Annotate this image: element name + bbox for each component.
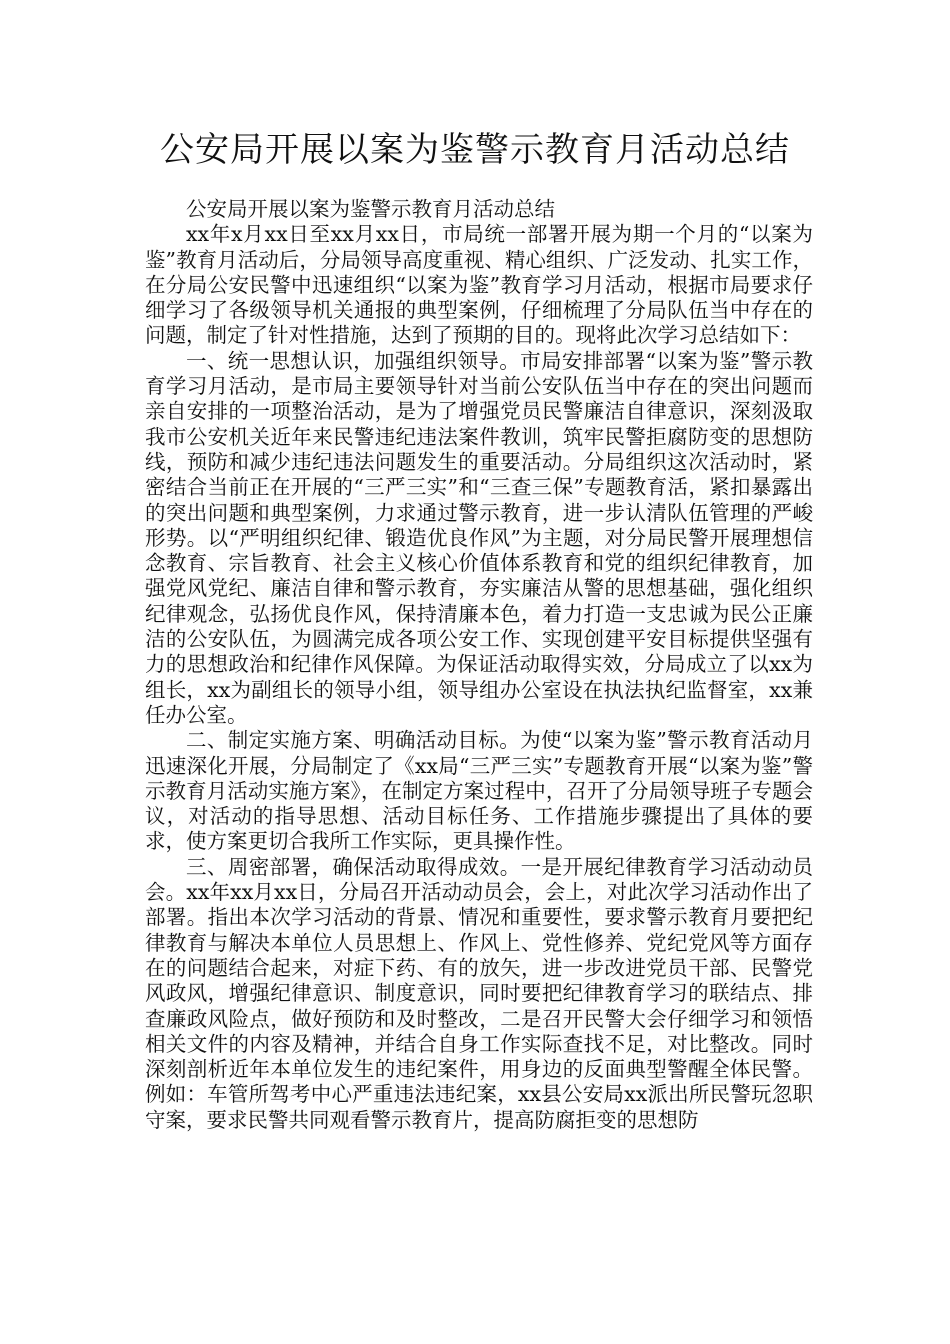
- body-paragraph-section-3: 三、周密部署，确保活动取得成效。一是开展纪律教育学习活动动员会。xx年xx月xx日，分局召开活动动员会，会上，对此次学习活动作出了部署。指出本次学习活动的背景、情况和重要性，要求警示教育月要把纪律教育与解决本单位人员思想上、作风上、党性修养、党纪党风等方面存在的问题结合起来，对症下药、有的放矢，进一步改进党员干部、民警党风政风，增强纪律意识、制度意识，同时要把纪律教育学习的联结点、排查廉政风险点，做好预防和及时整改，二是召开民警大会仔细学习和领悟相关文件的内容及精神，并结合自身工作实际查找不足，对比整改。同时深刻剖析近年本单位发生的违纪案件，用身边的反面典型警醒全体民警。例如：车管所驾考中心严重违法违纪案，xx县公安局xx派出所民警玩忽职守案，要求民警共同观看警示教育片，提高防腐拒变的思想防: [145, 854, 813, 1132]
- body-paragraph-section-1: 一、统一思想认识，加强组织领导。市局安排部署“以案为鉴”警示教育学习月活动，是市局主要领导针对当前公安队伍当中存在的突出问题而亲自安排的一项整治活动，是为了增强党员民警廉洁自律意识，深刻汲取我市公安机关近年来民警违纪违法案件教训，筑牢民警拒腐防变的思想防线，预防和减少违纪违法问题发生的重要活动。分局组织这次活动时，紧密结合当前正在开展的“三严三实”和“三查三保”专题教育活，紧扣暴露出的突出问题和典型案例，力求通过警示教育，进一步认清队伍管理的严峻形势。以“严明组织纪律、锻造优良作风”为主题，对分局民警开展理想信念教育、宗旨教育、社会主义核心价值体系教育和党的组织纪律教育，加强党风党纪、廉洁自律和警示教育，夯实廉洁从警的思想基础，强化组织纪律观念，弘扬优良作风，保持清廉本色，着力打造一支忠诚为民公正廉洁的公安队伍，为圆满完成各项公安工作、实现创建平安目标提供坚强有力的思想政治和纪律作风保障。为保证活动取得实效，分局成立了以xx为组长，xx为副组长的领导小组，领导组办公室设在执法执纪监督室，xx兼任办公室。: [145, 348, 813, 727]
- body-paragraph-section-2: 二、制定实施方案、明确活动目标。为使“以案为鉴”警示教育活动月迅速深化开展，分局制定了《xx局“三严三实”专题教育开展“以案为鉴”警示教育月活动实施方案》，在制定方案过程中，召开了分局领导班子专题会议，对活动的指导思想、活动目标任务、工作措施步骤提出了具体的要求，使方案更切合我所工作实际，更具操作性。: [145, 728, 813, 854]
- document-body: [145, 197, 813, 1133]
- body-paragraph-intro: xx年x月xx日至xx月xx日，市局统一部署开展为期一个月的“以案为鉴”教育月活动后，分局领导高度重视、精心组织、广泛发动、扎实工作，在分局公安民警中迅速组织“以案为鉴”教育学习月活动，根据市局要求仔细学习了各级领导机关通报的典型案例，仔细梳理了分局队伍当中存在的问题，制定了针对性措施，达到了预期的目的。现将此次学习总结如下：: [145, 222, 813, 348]
- document-title: 公安局开展以案为鉴警示教育月活动总结: [160, 130, 790, 170]
- document-subtitle: 公安局开展以案为鉴警示教育月活动总结: [186, 197, 555, 221]
